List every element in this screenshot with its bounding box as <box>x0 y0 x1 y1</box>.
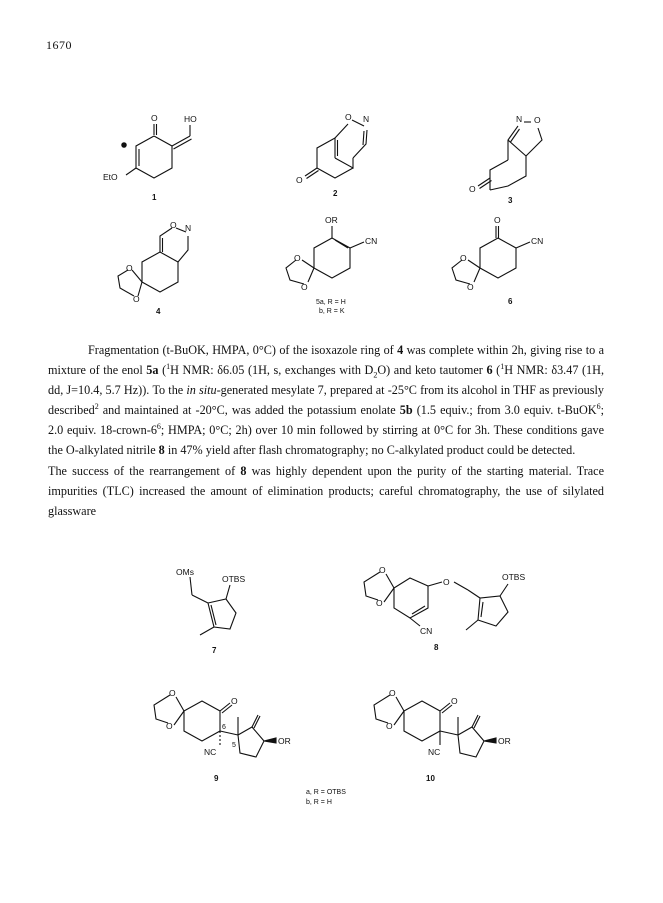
c6-label: 6 <box>508 297 513 306</box>
structure-legend <box>300 782 400 818</box>
page-number: 1670 <box>46 38 72 52</box>
c10-nc-group: NC <box>428 747 441 757</box>
c3-ring-o: O <box>534 115 541 125</box>
c5-cn-group: CN <box>365 236 378 246</box>
c10-label: 10 <box>426 774 435 783</box>
c1-ether: EtO <box>103 172 118 182</box>
c9-pos5: 5 <box>232 742 236 749</box>
c4-label: 4 <box>156 307 161 316</box>
structure-compound-10 <box>360 685 530 795</box>
c2-ketone-o: O <box>296 175 303 185</box>
structure-compound-9 <box>140 685 310 795</box>
c4-ketal-o2: O <box>133 294 140 304</box>
c9-pos6: 6 <box>222 724 226 731</box>
c10-or-group: OR <box>498 736 511 746</box>
c7-oms: OMs <box>176 567 194 577</box>
c5-ketal-o1: O <box>294 253 301 263</box>
c5-label: 5a, R = H <box>316 299 346 306</box>
c10-ketal-o2: O <box>386 721 393 731</box>
structure-compound-2 <box>275 108 385 208</box>
c5-ketal-o2: O <box>301 282 308 292</box>
legend-b: b, R = H <box>306 799 332 806</box>
c7-otbs: OTBS <box>222 574 246 584</box>
c7-label: 7 <box>212 646 217 655</box>
structure-compound-4 <box>100 218 210 318</box>
c9-label: 9 <box>214 774 219 783</box>
c10-ketal-o1: O <box>389 688 396 698</box>
structure-compound-8 <box>350 562 570 662</box>
c8-cn-group: CN <box>420 626 433 636</box>
structure-compound-3 <box>460 108 570 208</box>
c2-label: 2 <box>333 189 338 198</box>
body-text <box>48 340 604 521</box>
structure-compound-1 <box>92 110 202 210</box>
c8-ether-o: O <box>443 577 450 587</box>
structure-compound-6 <box>436 212 566 312</box>
c1-enol-ho: HO <box>184 114 197 124</box>
legend-a: a, R = OTBS <box>306 789 346 796</box>
c5-label-b: b, R = K <box>319 308 345 315</box>
c8-ketal-o2: O <box>376 598 383 608</box>
c9-ketal-o2: O <box>166 721 173 731</box>
c4-ketal-o1: O <box>126 263 133 273</box>
c9-ketal-o1: O <box>169 688 176 698</box>
c1-ketone-o: O <box>151 113 158 123</box>
c9-nc-group: NC <box>204 747 217 757</box>
c3-ring-n: N <box>516 114 523 124</box>
paragraph-2: The success of the rearrangement of 8 was highly dependent upon the purity of the starting material. Trace impurities (TLC) increased the amount of elimination products; careful chromatography, the use of silylated glassware <box>48 463 604 518</box>
c8-otbs: OTBS <box>502 572 526 582</box>
structure-compound-5 <box>270 212 400 324</box>
c6-ketal-o2: O <box>467 282 474 292</box>
c4-ring-o: O <box>170 220 177 230</box>
structure-compound-7 <box>170 565 270 665</box>
c2-ring-n: N <box>363 114 370 124</box>
c9-or-group: OR <box>278 736 291 746</box>
c2-ring-o: O <box>345 112 352 122</box>
c8-label: 8 <box>434 643 439 652</box>
c10-ketone-o: O <box>451 696 458 706</box>
c3-label: 3 <box>508 196 513 205</box>
c9-ketone-o: O <box>231 696 238 706</box>
c5-or-group: OR <box>325 215 338 225</box>
c6-ketone-o: O <box>494 215 501 225</box>
c6-ketal-o1: O <box>460 253 467 263</box>
paragraph-1: Fragmentation (t-BuOK, HMPA, 0°C) of the isoxazole ring of 4 was complete within 2h, giving rise to a mixture of the enol 5a ($^1$H NMR: δ6.05 (1H, s, exchanges with $D_2O$) and keto tautomer 6 ($^1$H NMR: δ3.47 (1H, dd, J=10.4, 5.7 Hz)). To the in situ-generated mesylate 7, prepared at -25°C from its alcohol in THF as previously described$^2$ and maintained at -20°C, was added the potassium enolate 5b (1.5 equiv.; from 3.0 equiv. t-BuOK$^6$; 2.0 equiv. $18-crown-6^6$; HMPA; 0°C; 2h) over 10 min followed by stirring at 0°C for 3h. These conditions gave the O-alkylated nitrile 8 in 47% yield after flash chromatography; no C-alkylated product could be detected. <box>48 343 605 458</box>
c3-ketone-o: O <box>469 184 476 194</box>
c1-label: 1 <box>152 193 157 202</box>
c8-ketal-o1: O <box>379 565 386 575</box>
c4-ring-n: N <box>185 223 192 233</box>
c6-cn-group: CN <box>531 236 544 246</box>
